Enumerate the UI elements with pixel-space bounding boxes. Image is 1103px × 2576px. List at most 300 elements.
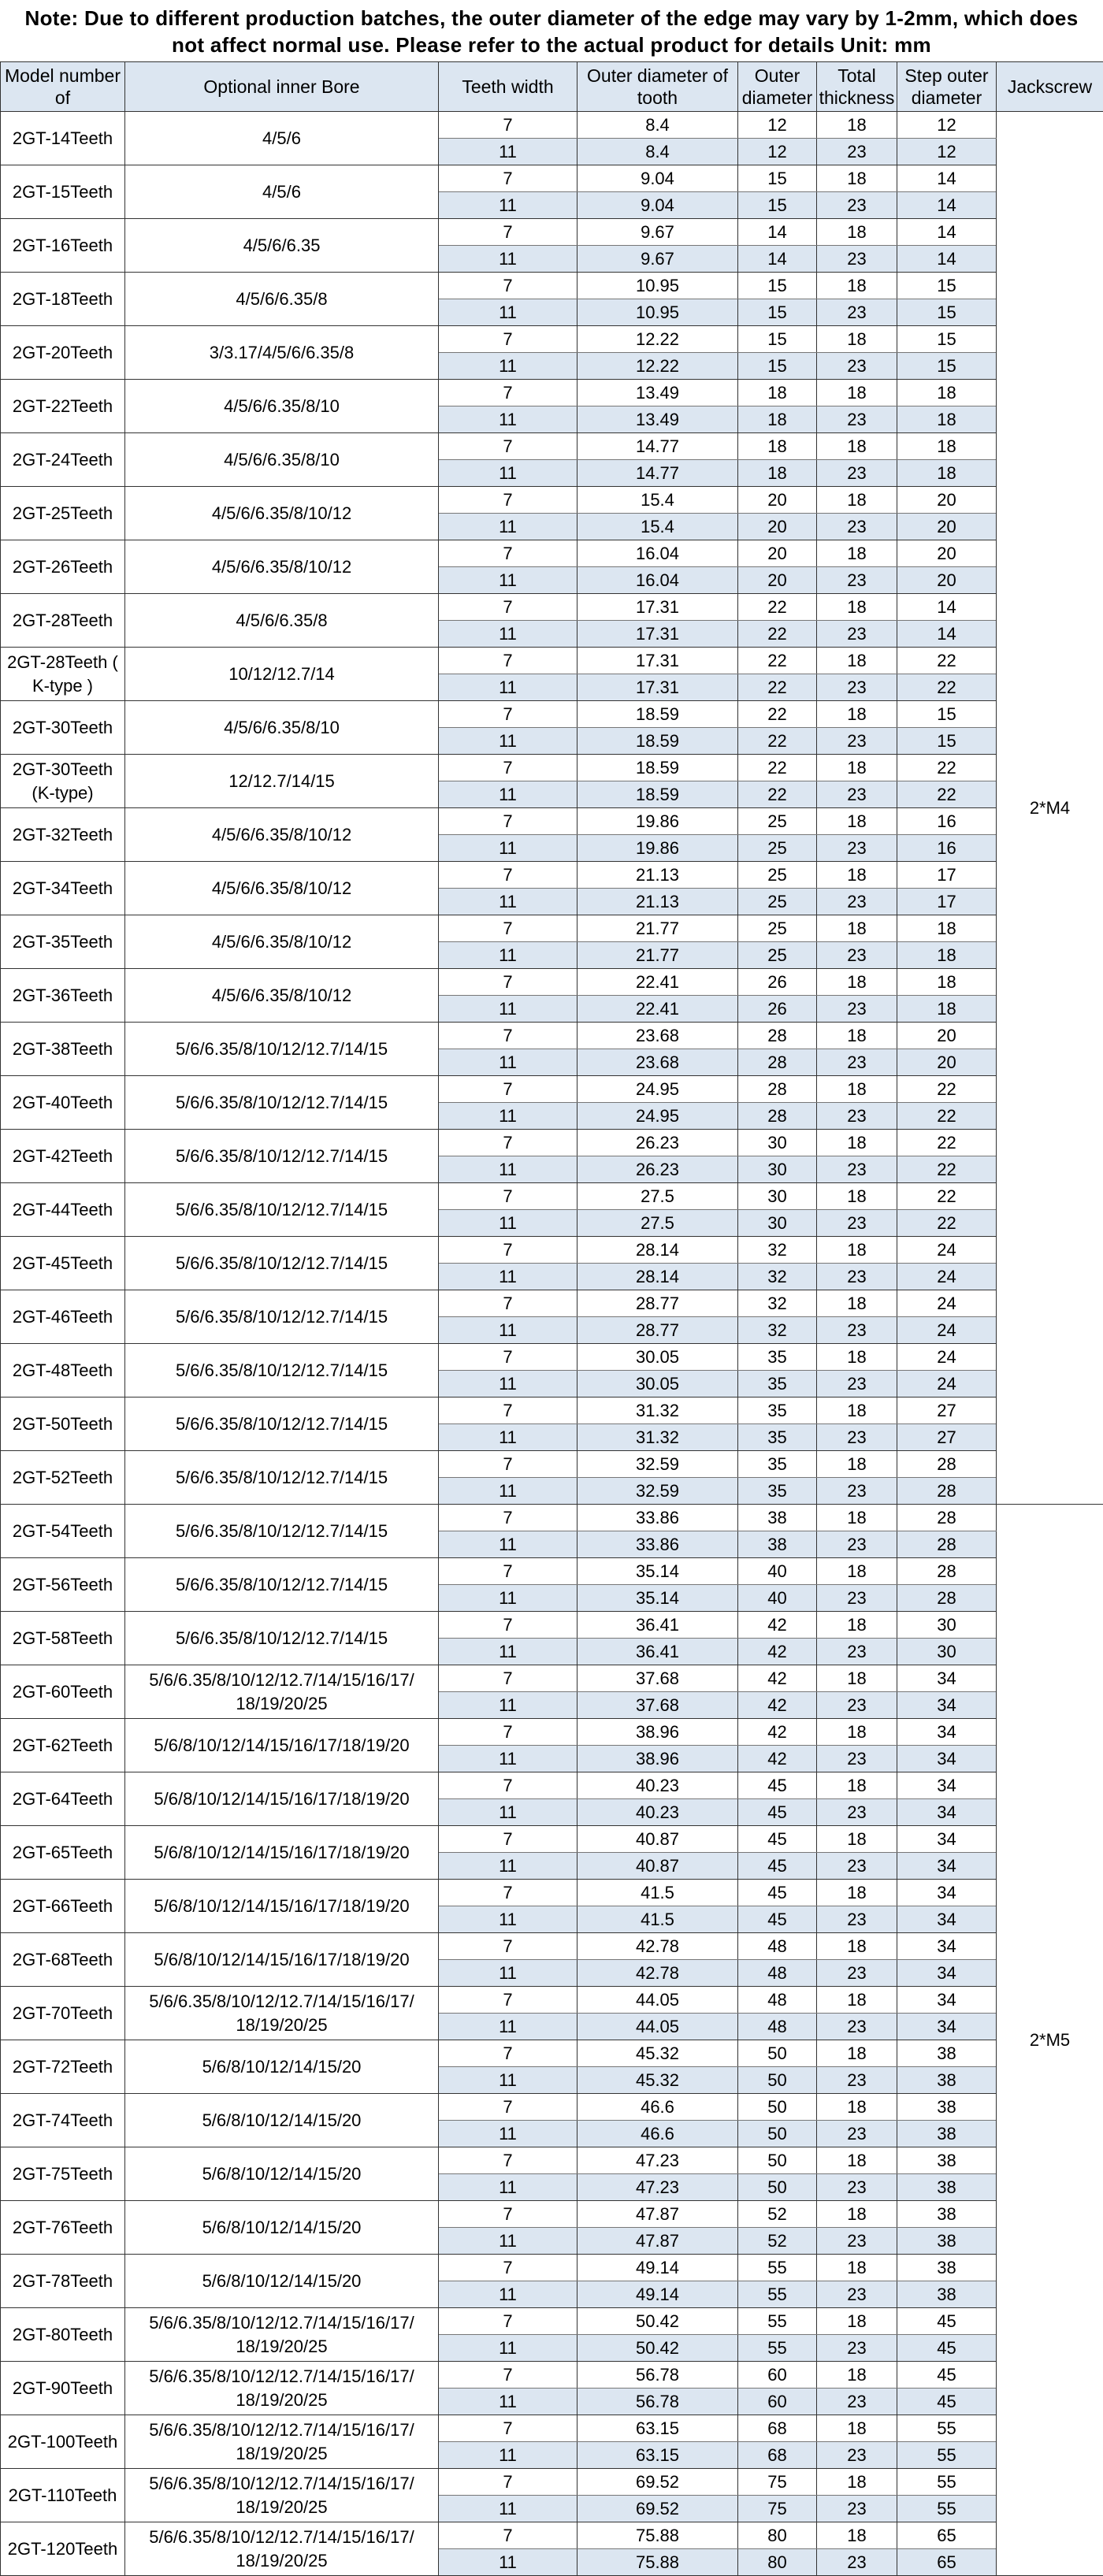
teeth-width-cell: 11 (439, 942, 577, 969)
table-row (1, 648, 1103, 674)
total-thickness-cell: 18 (817, 1397, 897, 1424)
step-outer-diameter-cell: 12 (897, 139, 997, 165)
table-row (1, 1076, 1103, 1103)
outer-diameter-cell: 20 (738, 487, 817, 514)
outer-diameter-of-tooth-cell: 10.95 (577, 299, 738, 326)
teeth-width-cell: 11 (439, 1049, 577, 1076)
step-outer-diameter-cell: 34 (897, 1719, 997, 1746)
table-row (1, 1505, 1103, 1531)
bore-cell: 4/5/6/6.35/8/10 (125, 380, 439, 433)
teeth-width-cell: 7 (439, 1183, 577, 1210)
teeth-width-cell: 7 (439, 1612, 577, 1639)
outer-diameter-of-tooth-cell: 75.88 (577, 2522, 738, 2549)
step-outer-diameter-cell: 18 (897, 942, 997, 969)
step-outer-diameter-cell: 55 (897, 2442, 997, 2469)
teeth-width-cell: 7 (439, 701, 577, 728)
outer-diameter-cell: 50 (738, 2040, 817, 2067)
bore-cell: 5/6/6.35/8/10/12/12.7/14/15 (125, 1130, 439, 1183)
total-thickness-cell: 23 (817, 1746, 897, 1772)
step-outer-diameter-cell: 34 (897, 1933, 997, 1960)
outer-diameter-cell: 80 (738, 2549, 817, 2576)
model-cell: 2GT-40Teeth (1, 1076, 125, 1130)
outer-diameter-of-tooth-cell: 33.86 (577, 1505, 738, 1531)
teeth-width-cell: 11 (439, 1371, 577, 1397)
outer-diameter-cell: 42 (738, 1746, 817, 1772)
outer-diameter-cell: 42 (738, 1665, 817, 1692)
teeth-width-cell: 7 (439, 1558, 577, 1585)
total-thickness-cell: 23 (817, 1478, 897, 1505)
step-outer-diameter-cell: 22 (897, 1076, 997, 1103)
outer-diameter-cell: 75 (738, 2496, 817, 2522)
table-row (1, 380, 1103, 406)
teeth-width-cell: 11 (439, 1317, 577, 1344)
step-outer-diameter-cell: 45 (897, 2362, 997, 2389)
outer-diameter-of-tooth-cell: 32.59 (577, 1451, 738, 1478)
model-cell: 2GT-44Teeth (1, 1183, 125, 1237)
outer-diameter-of-tooth-cell: 19.86 (577, 808, 738, 835)
table-row (1, 1023, 1103, 1049)
outer-diameter-cell: 25 (738, 835, 817, 862)
bore-cell: 5/6/6.35/8/10/12/12.7/14/15/16/17/ 18/19/20/25 (125, 2522, 439, 2576)
outer-diameter-cell: 60 (738, 2389, 817, 2415)
teeth-width-cell: 11 (439, 781, 577, 808)
teeth-width-cell: 11 (439, 2121, 577, 2147)
outer-diameter-cell: 50 (738, 2174, 817, 2201)
table-row (1, 2415, 1103, 2442)
step-outer-diameter-cell: 20 (897, 1049, 997, 1076)
teeth-width-cell: 7 (439, 2040, 577, 2067)
total-thickness-cell: 18 (817, 380, 897, 406)
step-outer-diameter-cell: 15 (897, 701, 997, 728)
teeth-width-cell: 7 (439, 1772, 577, 1799)
model-cell: 2GT-75Teeth (1, 2147, 125, 2201)
model-cell: 2GT-22Teeth (1, 380, 125, 433)
outer-diameter-of-tooth-cell: 21.13 (577, 889, 738, 915)
step-outer-diameter-cell: 22 (897, 648, 997, 674)
outer-diameter-of-tooth-cell: 16.04 (577, 567, 738, 594)
teeth-width-cell: 11 (439, 1853, 577, 1880)
table-row (1, 1237, 1103, 1264)
model-cell: 2GT-14Teeth (1, 112, 125, 165)
total-thickness-cell: 18 (817, 2469, 897, 2496)
outer-diameter-of-tooth-cell: 41.5 (577, 1906, 738, 1933)
total-thickness-cell: 23 (817, 781, 897, 808)
teeth-width-cell: 7 (439, 326, 577, 353)
outer-diameter-of-tooth-cell: 28.77 (577, 1317, 738, 1344)
outer-diameter-cell: 30 (738, 1156, 817, 1183)
step-outer-diameter-cell: 34 (897, 1746, 997, 1772)
outer-diameter-cell: 45 (738, 1826, 817, 1853)
teeth-width-cell: 11 (439, 2389, 577, 2415)
total-thickness-cell: 18 (817, 1130, 897, 1156)
step-outer-diameter-cell: 20 (897, 567, 997, 594)
total-thickness-cell: 18 (817, 1558, 897, 1585)
outer-diameter-of-tooth-cell: 40.87 (577, 1853, 738, 1880)
bore-cell: 5/6/8/10/12/14/15/16/17/18/19/20 (125, 1933, 439, 1987)
outer-diameter-of-tooth-cell: 17.31 (577, 648, 738, 674)
total-thickness-cell: 23 (817, 567, 897, 594)
step-outer-diameter-cell: 38 (897, 2040, 997, 2067)
outer-diameter-cell: 52 (738, 2201, 817, 2228)
bore-cell: 5/6/6.35/8/10/12/12.7/14/15 (125, 1237, 439, 1290)
teeth-width-cell: 11 (439, 299, 577, 326)
step-outer-diameter-cell: 38 (897, 2201, 997, 2228)
teeth-width-cell: 7 (439, 2201, 577, 2228)
teeth-width-cell: 11 (439, 674, 577, 701)
header-row (1, 62, 1103, 112)
teeth-width-cell: 11 (439, 192, 577, 219)
step-outer-diameter-cell: 34 (897, 1960, 997, 1987)
total-thickness-cell: 23 (817, 835, 897, 862)
outer-diameter-cell: 52 (738, 2228, 817, 2255)
total-thickness-cell: 18 (817, 2255, 897, 2281)
table-row (1, 1558, 1103, 1585)
teeth-width-cell: 7 (439, 1505, 577, 1531)
outer-diameter-of-tooth-cell: 47.87 (577, 2201, 738, 2228)
total-thickness-cell: 23 (817, 1156, 897, 1183)
outer-diameter-of-tooth-cell: 10.95 (577, 273, 738, 299)
step-outer-diameter-cell: 15 (897, 353, 997, 380)
total-thickness-cell: 18 (817, 1505, 897, 1531)
step-outer-diameter-cell: 20 (897, 487, 997, 514)
teeth-width-cell: 7 (439, 2308, 577, 2335)
total-thickness-cell: 18 (817, 1076, 897, 1103)
outer-diameter-of-tooth-cell: 28.77 (577, 1290, 738, 1317)
teeth-width-cell: 7 (439, 1987, 577, 2014)
outer-diameter-of-tooth-cell: 41.5 (577, 1880, 738, 1906)
total-thickness-cell: 23 (817, 889, 897, 915)
outer-diameter-cell: 40 (738, 1558, 817, 1585)
outer-diameter-cell: 28 (738, 1103, 817, 1130)
total-thickness-cell: 23 (817, 2442, 897, 2469)
total-thickness-cell: 18 (817, 1880, 897, 1906)
outer-diameter-cell: 42 (738, 1639, 817, 1665)
teeth-width-cell: 7 (439, 273, 577, 299)
step-outer-diameter-cell: 28 (897, 1451, 997, 1478)
step-outer-diameter-cell: 18 (897, 969, 997, 996)
header-inner-bore: Optional inner Bore (125, 62, 439, 112)
bore-cell: 3/3.17/4/5/6/6.35/8 (125, 326, 439, 380)
step-outer-diameter-cell: 24 (897, 1237, 997, 1264)
teeth-width-cell: 7 (439, 1880, 577, 1906)
table-row (1, 2522, 1103, 2549)
total-thickness-cell: 23 (817, 2121, 897, 2147)
total-thickness-cell: 23 (817, 1531, 897, 1558)
outer-diameter-of-tooth-cell: 30.05 (577, 1371, 738, 1397)
teeth-width-cell: 11 (439, 728, 577, 755)
total-thickness-cell: 23 (817, 299, 897, 326)
teeth-width-cell: 7 (439, 808, 577, 835)
total-thickness-cell: 18 (817, 1826, 897, 1853)
bore-cell: 10/12/12.7/14 (125, 648, 439, 701)
outer-diameter-cell: 35 (738, 1371, 817, 1397)
teeth-width-cell: 7 (439, 1344, 577, 1371)
bore-cell: 4/5/6/6.35 (125, 219, 439, 273)
table-row (1, 219, 1103, 246)
outer-diameter-of-tooth-cell: 32.59 (577, 1478, 738, 1505)
total-thickness-cell: 23 (817, 139, 897, 165)
table-row (1, 165, 1103, 192)
outer-diameter-of-tooth-cell: 31.32 (577, 1397, 738, 1424)
outer-diameter-cell: 30 (738, 1210, 817, 1237)
outer-diameter-of-tooth-cell: 12.22 (577, 353, 738, 380)
total-thickness-cell: 23 (817, 1853, 897, 1880)
teeth-width-cell: 11 (439, 1692, 577, 1719)
spec-body (1, 112, 1103, 2576)
total-thickness-cell: 18 (817, 1612, 897, 1639)
step-outer-diameter-cell: 18 (897, 460, 997, 487)
table-row (1, 2094, 1103, 2121)
total-thickness-cell: 23 (817, 1049, 897, 1076)
outer-diameter-of-tooth-cell: 18.59 (577, 701, 738, 728)
teeth-width-cell: 7 (439, 1076, 577, 1103)
bore-cell: 5/6/6.35/8/10/12/12.7/14/15/16/17/ 18/19/20/25 (125, 2415, 439, 2469)
outer-diameter-cell: 32 (738, 1317, 817, 1344)
outer-diameter-of-tooth-cell: 37.68 (577, 1665, 738, 1692)
bore-cell: 5/6/6.35/8/10/12/12.7/14/15 (125, 1451, 439, 1505)
outer-diameter-cell: 35 (738, 1424, 817, 1451)
step-outer-diameter-cell: 22 (897, 1156, 997, 1183)
teeth-width-cell: 7 (439, 1719, 577, 1746)
outer-diameter-cell: 35 (738, 1344, 817, 1371)
step-outer-diameter-cell: 30 (897, 1612, 997, 1639)
outer-diameter-of-tooth-cell: 12.22 (577, 326, 738, 353)
total-thickness-cell: 23 (817, 1317, 897, 1344)
outer-diameter-cell: 50 (738, 2147, 817, 2174)
outer-diameter-of-tooth-cell: 44.05 (577, 1987, 738, 2014)
outer-diameter-of-tooth-cell: 69.52 (577, 2469, 738, 2496)
step-outer-diameter-cell: 14 (897, 165, 997, 192)
step-outer-diameter-cell: 45 (897, 2389, 997, 2415)
total-thickness-cell: 23 (817, 728, 897, 755)
step-outer-diameter-cell: 38 (897, 2228, 997, 2255)
table-row (1, 1772, 1103, 1799)
total-thickness-cell: 18 (817, 2147, 897, 2174)
total-thickness-cell: 23 (817, 2281, 897, 2308)
total-thickness-cell: 18 (817, 1933, 897, 1960)
step-outer-diameter-cell: 15 (897, 273, 997, 299)
model-cell: 2GT-34Teeth (1, 862, 125, 915)
table-row (1, 1183, 1103, 1210)
total-thickness-cell: 18 (817, 1023, 897, 1049)
outer-diameter-of-tooth-cell: 69.52 (577, 2496, 738, 2522)
outer-diameter-cell: 28 (738, 1049, 817, 1076)
model-cell: 2GT-20Teeth (1, 326, 125, 380)
header-outer-diameter: Outer diameter (738, 62, 817, 112)
model-cell: 2GT-18Teeth (1, 273, 125, 326)
model-cell: 2GT-100Teeth (1, 2415, 125, 2469)
table-row (1, 701, 1103, 728)
model-cell: 2GT-62Teeth (1, 1719, 125, 1772)
outer-diameter-cell: 32 (738, 1264, 817, 1290)
total-thickness-cell: 23 (817, 1210, 897, 1237)
table-row (1, 755, 1103, 781)
teeth-width-cell: 11 (439, 1478, 577, 1505)
step-outer-diameter-cell: 38 (897, 2147, 997, 2174)
outer-diameter-of-tooth-cell: 38.96 (577, 1719, 738, 1746)
step-outer-diameter-cell: 34 (897, 1906, 997, 1933)
step-outer-diameter-cell: 27 (897, 1424, 997, 1451)
outer-diameter-cell: 26 (738, 996, 817, 1023)
teeth-width-cell: 11 (439, 567, 577, 594)
model-cell: 2GT-70Teeth (1, 1987, 125, 2040)
total-thickness-cell: 18 (817, 273, 897, 299)
outer-diameter-cell: 18 (738, 460, 817, 487)
header-teeth-width: Teeth width (439, 62, 577, 112)
header-jackscrew: Jackscrew (997, 62, 1103, 112)
outer-diameter-cell: 15 (738, 353, 817, 380)
step-outer-diameter-cell: 17 (897, 889, 997, 915)
total-thickness-cell: 18 (817, 1451, 897, 1478)
outer-diameter-cell: 42 (738, 1719, 817, 1746)
bore-cell: 5/6/8/10/12/14/15/16/17/18/19/20 (125, 1772, 439, 1826)
outer-diameter-of-tooth-cell: 47.23 (577, 2147, 738, 2174)
outer-diameter-of-tooth-cell: 21.77 (577, 915, 738, 942)
table-row (1, 915, 1103, 942)
step-outer-diameter-cell: 65 (897, 2522, 997, 2549)
step-outer-diameter-cell: 55 (897, 2496, 997, 2522)
bore-cell: 5/6/8/10/12/14/15/20 (125, 2255, 439, 2308)
outer-diameter-cell: 80 (738, 2522, 817, 2549)
outer-diameter-cell: 45 (738, 1853, 817, 1880)
step-outer-diameter-cell: 55 (897, 2415, 997, 2442)
total-thickness-cell: 23 (817, 1585, 897, 1612)
bore-cell: 4/5/6/6.35/8/10 (125, 433, 439, 487)
teeth-width-cell: 11 (439, 1585, 577, 1612)
model-cell: 2GT-25Teeth (1, 487, 125, 540)
teeth-width-cell: 11 (439, 1210, 577, 1237)
bore-cell: 4/5/6 (125, 112, 439, 165)
total-thickness-cell: 18 (817, 165, 897, 192)
total-thickness-cell: 18 (817, 648, 897, 674)
outer-diameter-cell: 22 (738, 674, 817, 701)
total-thickness-cell: 23 (817, 2389, 897, 2415)
step-outer-diameter-cell: 34 (897, 1692, 997, 1719)
outer-diameter-of-tooth-cell: 49.14 (577, 2281, 738, 2308)
model-cell: 2GT-60Teeth (1, 1665, 125, 1719)
teeth-width-cell: 7 (439, 1130, 577, 1156)
teeth-width-cell: 11 (439, 514, 577, 540)
bore-cell: 12/12.7/14/15 (125, 755, 439, 808)
bore-cell: 5/6/6.35/8/10/12/12.7/14/15 (125, 1344, 439, 1397)
step-outer-diameter-cell: 28 (897, 1478, 997, 1505)
outer-diameter-cell: 55 (738, 2335, 817, 2362)
total-thickness-cell: 18 (817, 112, 897, 139)
outer-diameter-cell: 50 (738, 2094, 817, 2121)
outer-diameter-cell: 14 (738, 246, 817, 273)
bore-cell: 5/6/6.35/8/10/12/12.7/14/15 (125, 1505, 439, 1558)
outer-diameter-of-tooth-cell: 46.6 (577, 2094, 738, 2121)
jackscrew-cell: 2*M5 (997, 1505, 1103, 2576)
outer-diameter-cell: 18 (738, 406, 817, 433)
outer-diameter-cell: 50 (738, 2121, 817, 2147)
table-row (1, 594, 1103, 621)
teeth-width-cell: 7 (439, 2522, 577, 2549)
table-row (1, 540, 1103, 567)
outer-diameter-of-tooth-cell: 19.86 (577, 835, 738, 862)
outer-diameter-of-tooth-cell: 42.78 (577, 1933, 738, 1960)
outer-diameter-of-tooth-cell: 13.49 (577, 380, 738, 406)
outer-diameter-of-tooth-cell: 26.23 (577, 1156, 738, 1183)
total-thickness-cell: 23 (817, 2496, 897, 2522)
total-thickness-cell: 18 (817, 1772, 897, 1799)
step-outer-diameter-cell: 14 (897, 621, 997, 648)
outer-diameter-of-tooth-cell: 17.31 (577, 621, 738, 648)
total-thickness-cell: 18 (817, 755, 897, 781)
bore-cell: 5/6/6.35/8/10/12/12.7/14/15 (125, 1612, 439, 1665)
step-outer-diameter-cell: 12 (897, 112, 997, 139)
outer-diameter-of-tooth-cell: 35.14 (577, 1558, 738, 1585)
teeth-width-cell: 7 (439, 1290, 577, 1317)
model-cell: 2GT-15Teeth (1, 165, 125, 219)
outer-diameter-cell: 55 (738, 2281, 817, 2308)
outer-diameter-cell: 12 (738, 112, 817, 139)
step-outer-diameter-cell: 18 (897, 380, 997, 406)
total-thickness-cell: 23 (817, 1371, 897, 1397)
outer-diameter-cell: 26 (738, 969, 817, 996)
table-row (1, 273, 1103, 299)
outer-diameter-of-tooth-cell: 15.4 (577, 487, 738, 514)
model-cell: 2GT-120Teeth (1, 2522, 125, 2576)
outer-diameter-of-tooth-cell: 40.23 (577, 1799, 738, 1826)
outer-diameter-of-tooth-cell: 22.41 (577, 969, 738, 996)
table-row (1, 2040, 1103, 2067)
outer-diameter-cell: 68 (738, 2415, 817, 2442)
total-thickness-cell: 18 (817, 1987, 897, 2014)
teeth-width-cell: 11 (439, 2228, 577, 2255)
unit-note: Note: Due to different production batches, the outer diameter of the edge may vary by 1-2mm, which does not affect normal use. Please refer to the actual product for details Unit: mm (0, 0, 1103, 61)
teeth-width-cell: 11 (439, 1746, 577, 1772)
step-outer-diameter-cell: 15 (897, 728, 997, 755)
outer-diameter-cell: 42 (738, 1692, 817, 1719)
outer-diameter-of-tooth-cell: 21.13 (577, 862, 738, 889)
model-cell: 2GT-52Teeth (1, 1451, 125, 1505)
outer-diameter-of-tooth-cell: 46.6 (577, 2121, 738, 2147)
table-row (1, 1130, 1103, 1156)
model-cell: 2GT-28Teeth (1, 594, 125, 648)
teeth-width-cell: 11 (439, 1799, 577, 1826)
outer-diameter-cell: 30 (738, 1183, 817, 1210)
teeth-width-cell: 11 (439, 2067, 577, 2094)
total-thickness-cell: 18 (817, 808, 897, 835)
outer-diameter-of-tooth-cell: 9.67 (577, 246, 738, 273)
table-row (1, 1665, 1103, 1692)
outer-diameter-of-tooth-cell: 63.15 (577, 2442, 738, 2469)
teeth-width-cell: 7 (439, 487, 577, 514)
model-cell: 2GT-24Teeth (1, 433, 125, 487)
total-thickness-cell: 23 (817, 2228, 897, 2255)
outer-diameter-of-tooth-cell: 31.32 (577, 1424, 738, 1451)
step-outer-diameter-cell: 28 (897, 1558, 997, 1585)
bore-cell: 4/5/6/6.35/8 (125, 594, 439, 648)
bore-cell: 5/6/8/10/12/14/15/20 (125, 2147, 439, 2201)
step-outer-diameter-cell: 14 (897, 246, 997, 273)
total-thickness-cell: 18 (817, 2094, 897, 2121)
teeth-width-cell: 7 (439, 862, 577, 889)
teeth-width-cell: 7 (439, 755, 577, 781)
bore-cell: 5/6/6.35/8/10/12/12.7/14/15 (125, 1023, 439, 1076)
header-model: Model number of (1, 62, 125, 112)
model-cell: 2GT-76Teeth (1, 2201, 125, 2255)
bore-cell: 5/6/6.35/8/10/12/12.7/14/15 (125, 1183, 439, 1237)
total-thickness-cell: 23 (817, 674, 897, 701)
teeth-width-cell: 7 (439, 112, 577, 139)
outer-diameter-cell: 14 (738, 219, 817, 246)
model-cell: 2GT-80Teeth (1, 2308, 125, 2362)
total-thickness-cell: 18 (817, 433, 897, 460)
bore-cell: 5/6/8/10/12/14/15/20 (125, 2201, 439, 2255)
total-thickness-cell: 18 (817, 1344, 897, 1371)
